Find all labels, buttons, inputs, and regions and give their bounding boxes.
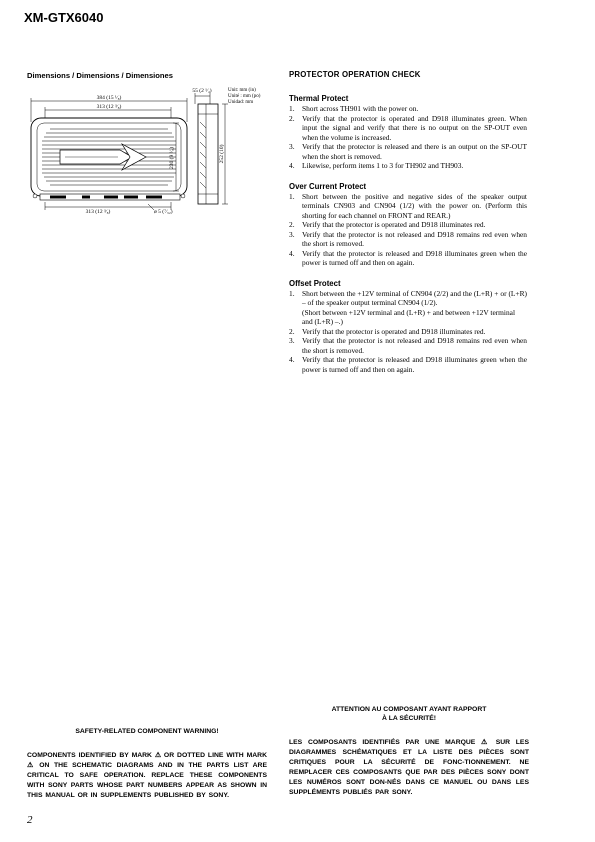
item-text: Verify that the protector is not released and D918 remains red even when the short is removed. xyxy=(302,229,527,248)
list-item xyxy=(289,142,527,161)
units-es: Unidad: mm xyxy=(228,100,254,105)
safety-warning-body: LES COMPOSANTS IDENTIFIÉS PAR UNE MARQUE ⚠ SUR LES DIAGRAMMES SCHÉMATIQUES ET LA LISTE DES PIÈCES SONT CRITIQUES POUR LA SÉCURITÉ DE FONC-TIONNEMENT. NE REMPLACER CES COMPOSANTS QUE PAR DES PIÈCES SONY DONT LES NUMÉROS SONT DON-NÉS DANS CE MANUEL OU DANS LES SUPPLÉMENTS PUBLIÉS PAR SONY. xyxy=(289,739,529,796)
item-text: Short between the positive and negative sides of the speaker output terminals CN903 and CN904 (1/2) with the power on. (Perform this shorting for each channel on FRONT and REAR.) xyxy=(302,191,527,220)
dim-body-width: 313 (12 ³⁄₈) xyxy=(96,104,122,110)
item-text: Verify that the protector is operated and D918 illuminates red. xyxy=(302,220,486,229)
item-text: Verify that the protector is operated and D918 illuminates green. When input the signal and verify that there is no output on the SP-OUT even when the volume is increased. xyxy=(302,113,527,142)
dim-hole: ø 5 (⁷⁄₃₂) xyxy=(154,209,173,215)
offset-protect-section xyxy=(289,279,527,375)
dimensions-heading: Dimensions / Dimensions / Dimensiones xyxy=(27,71,174,80)
safety-warning-title: SAFETY-RELATED COMPONENT WARNING! xyxy=(75,728,219,735)
item-text: Verify that the protector is operated and D918 illuminates red. xyxy=(302,326,486,336)
list-item xyxy=(289,249,527,268)
list-item xyxy=(289,289,527,327)
dim-total-width: 384 (15 ¹⁄₈) xyxy=(96,95,122,101)
protector-title: PROTECTOR OPERATION CHECK xyxy=(289,70,421,79)
item-number: 4. xyxy=(289,161,295,170)
list-item xyxy=(289,114,527,143)
list-item xyxy=(289,230,527,249)
safety-warning-en xyxy=(27,727,267,801)
thermal-protect-section xyxy=(289,94,527,171)
item-number: 2. xyxy=(289,113,295,123)
dim-depth: 230 (9 ¹⁄₈) xyxy=(169,147,175,169)
item-number: 4. xyxy=(289,248,295,258)
item-text: Verify that the protector is not released and D918 remains red even when the short is removed. xyxy=(302,336,527,355)
protector-operation-check xyxy=(289,70,527,385)
section-heading: Thermal Protect xyxy=(289,94,349,103)
units-fr: Unité : mm (po) xyxy=(228,94,261,99)
safety-warning-title-line: ATTENTION AU COMPOSANT AYANT RAPPORT xyxy=(331,706,487,713)
amplifier-outline xyxy=(31,118,187,200)
item-number: 1. xyxy=(289,191,295,201)
over-current-protect-section xyxy=(289,182,527,268)
dim-side-height: 252 (10) xyxy=(219,144,225,164)
list-item xyxy=(289,161,527,171)
item-text: Short across TH901 with the power on. xyxy=(302,104,419,113)
item-text: Short between the +12V terminal of CN904 (2/2) and the (L+R) + or (L+R) – of the speaker output terminal CN904 (1/2). xyxy=(302,288,527,307)
dimensions-drawing xyxy=(20,82,270,222)
item-number: 2. xyxy=(289,220,295,229)
safety-warning-title-line: À LA SÉCURITÉ! xyxy=(381,715,437,722)
section-heading: Offset Protect xyxy=(289,278,341,288)
list-item xyxy=(289,220,527,230)
item-text: (Short between +12V terminal and (L+R) + and between +12V terminal and (L+R) –.) xyxy=(302,307,516,326)
item-number: 3. xyxy=(289,336,295,345)
safety-warning-title xyxy=(289,705,529,723)
item-number: 3. xyxy=(289,142,295,151)
page-number: 2 xyxy=(27,814,33,826)
list-item xyxy=(289,104,527,114)
list-item xyxy=(289,336,527,355)
list-item xyxy=(289,355,527,374)
safety-warning-fr xyxy=(289,705,529,798)
item-number: 1. xyxy=(289,104,295,113)
dim-height: 55 (2 ¹⁄₄) xyxy=(192,88,212,94)
safety-warning-body: COMPONENTS IDENTIFIED BY MARK ⚠ OR DOTTED LINE WITH MARK ⚠ ON THE SCHEMATIC DIAGRAMS AND IN THE PARTS LIST ARE CRITICAL TO SAFE OPERATION. REPLACE THESE COMPONENTS WITH SONY PARTS WHOSE PART NUMBERS APPEAR AS SHOWN IN THIS MANUAL OR IN SUPPLEMENTS PUBLISHED BY SONY. xyxy=(27,752,267,799)
section-heading: Over Current Protect xyxy=(289,181,367,191)
document-title: XM-GTX6040 xyxy=(24,10,104,25)
units-en: Unit: mm (in) xyxy=(228,88,256,93)
list-item xyxy=(289,327,527,337)
list-item xyxy=(289,192,527,221)
item-number: 1. xyxy=(289,288,295,298)
item-text: Verify that the protector is released and D918 illuminates green when the power is turned off and then on again. xyxy=(302,355,527,374)
item-text: Likewise, perform items 1 to 3 for TH902 and TH903. xyxy=(302,161,464,170)
item-text: Verify that the protector is released and there is an output on the SP-OUT when the short is removed. xyxy=(302,142,527,161)
item-number: 4. xyxy=(289,355,295,364)
item-number: 3. xyxy=(289,229,295,239)
item-text: Verify that the protector is released and D918 illuminates green when the power is turned off and then on again. xyxy=(302,248,527,267)
item-number: 2. xyxy=(289,326,295,336)
dim-base-width: 313 (12 ³⁄₈) xyxy=(85,209,111,215)
